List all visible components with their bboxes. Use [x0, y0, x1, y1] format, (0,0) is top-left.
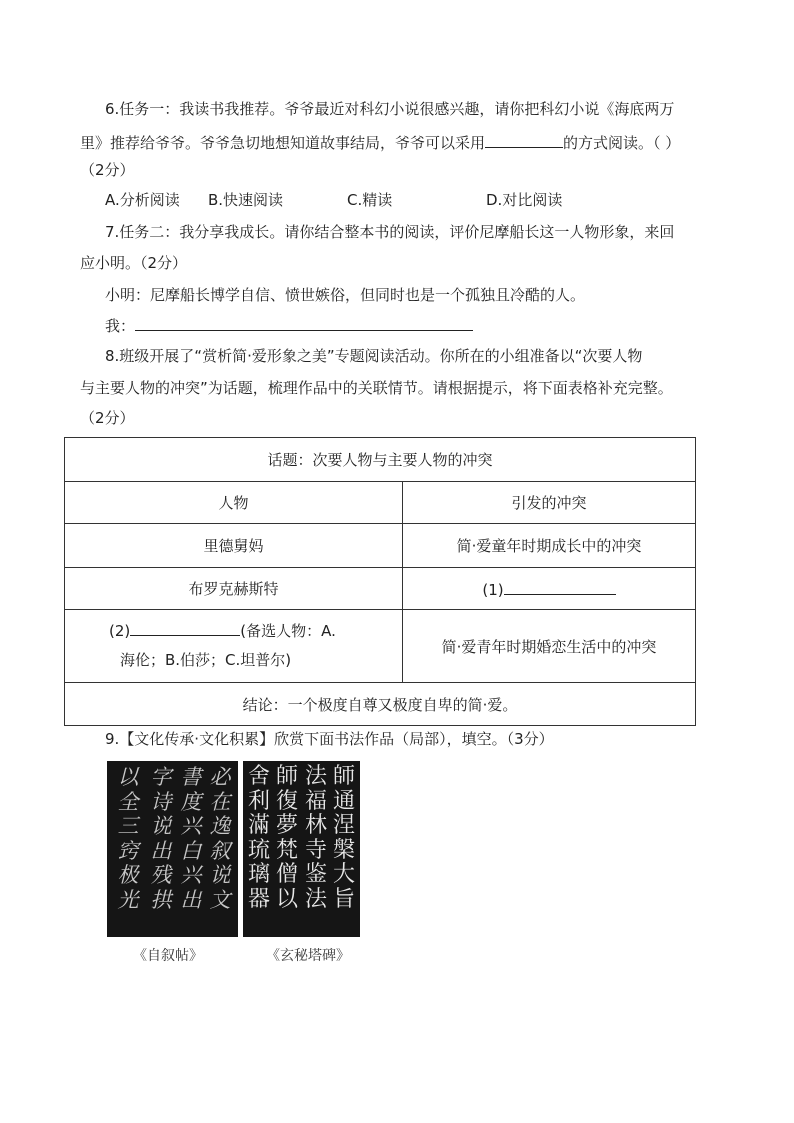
table-row3-hint-1: (备选人物：A.: [240, 622, 336, 640]
xuanmitabei-col-4: [247, 765, 271, 912]
calligraphy-char: 三: [117, 814, 139, 838]
calligraphy-char: 書: [180, 765, 202, 789]
q6-line1: 6.任务一：我读书我推荐。爷爷最近对科幻小说很感兴趣，请你把科幻小说《海底两万: [105, 100, 675, 118]
calligraphy-char: 通: [332, 788, 355, 814]
calligraphy-char: 诗: [150, 789, 172, 814]
q8-line2: 与主要人物的冲突”为话题，梳理作品中的关联情节。请根据提示，将下面表格补充完整。: [80, 379, 673, 397]
calligraphy-char: 拱: [150, 887, 172, 912]
q6-line2-pre: 里》推荐给爷爷。爷爷急切地想知道故事结局，爷爷可以采用: [80, 134, 486, 152]
q9-line1: 9.【文化传承·文化积累】欣赏下面书法作品（局部），填空。（3分）: [105, 730, 554, 748]
calligraphy-char: 白: [180, 838, 202, 863]
calligraphy-char: 夢: [275, 813, 298, 838]
table-header-person: 人物: [65, 482, 403, 524]
q7-me-line: [105, 314, 473, 336]
q7-line2: 应小明。（2分）: [80, 254, 188, 272]
table-row3-hint-2: 海伦；B.伯莎；C.坦普尔): [120, 651, 292, 669]
table-row3-person: [65, 610, 403, 683]
calligraphy-char: 兴: [180, 814, 202, 838]
calligraphy-char: 出: [180, 887, 202, 912]
q7-me-label: 我：: [105, 317, 136, 335]
q6-option-c[interactable]: C.精读: [347, 191, 393, 209]
calligraphy-char: 窍: [117, 838, 139, 863]
table-row1-conflict: 简·爱童年时期成长中的冲突: [403, 524, 696, 568]
calligraphy-char: 文: [209, 887, 231, 912]
table-row1-person: 里德舅妈: [65, 524, 403, 568]
q6-line2: [80, 131, 680, 153]
calligraphy-char: 利: [247, 788, 270, 814]
calligraphy-char: 兴: [180, 863, 202, 887]
calligraphy-char: 林: [304, 813, 327, 838]
calligraphy-char: 槃: [332, 837, 355, 863]
calligraphy-char: 大: [332, 862, 355, 887]
zixutie-col-2: [179, 765, 203, 912]
calligraphy-char: 叙: [209, 838, 231, 863]
q7-line1: 7.任务二：我分享我成长。请你结合整本书的阅读，评价尼摩船长这一人物形象，来回: [105, 223, 675, 241]
calligraphy-char: 僧: [275, 862, 298, 887]
calligraphy-char: 滿: [247, 813, 270, 838]
table-topic: 话题：次要人物与主要人物的冲突: [65, 438, 696, 482]
q8-blank-1[interactable]: [504, 578, 616, 595]
calligraphy-char: 以: [275, 886, 298, 912]
table-row2-conflict: [403, 568, 696, 610]
q6-option-b[interactable]: B.快速阅读: [208, 191, 284, 209]
zixutie-col-4: [116, 765, 140, 912]
calligraphy-char: 鉴: [304, 862, 327, 887]
calligraphy-char: 旨: [332, 886, 355, 912]
calligraphy-char: 说: [150, 814, 172, 838]
calligraphy-char: 光: [117, 887, 139, 912]
calligraphy-char: 说: [209, 863, 231, 887]
calligraphy-char: 璃: [247, 862, 270, 887]
calligraphy-char: 福: [304, 788, 327, 814]
table-conclusion: 结论：一个极度自尊又极度自卑的简·爱。: [65, 683, 696, 726]
xuanmitabei-col-2: [304, 765, 328, 912]
xuanmitabei-col-1: [332, 765, 356, 912]
q7-answer-blank[interactable]: [135, 314, 473, 331]
xuanmitabei-col-3: [275, 765, 299, 912]
calligraphy-xuanmitabei-image: [243, 761, 360, 937]
calligraphy-char: 寺: [304, 837, 327, 863]
q6-option-a[interactable]: A.分析阅读: [105, 191, 180, 209]
conflict-table: [64, 437, 696, 726]
calligraphy-char: 必: [209, 765, 231, 789]
calligraphy-char: 琉: [247, 837, 270, 863]
q8-score: （2分）: [80, 409, 135, 427]
q6-answer-blank[interactable]: [485, 131, 563, 148]
calligraphy-char: 在: [209, 789, 231, 814]
calligraphy-char: 師: [275, 764, 298, 789]
q6-option-d[interactable]: D.对比阅读: [486, 191, 563, 209]
calligraphy-char: 以: [117, 765, 139, 789]
calligraphy-char: 残: [150, 863, 172, 887]
calligraphy-zixutie-image: [107, 761, 238, 937]
calligraphy-char: 舍: [247, 764, 270, 789]
zixutie-col-3: [149, 765, 173, 912]
calligraphy-char: 復: [275, 788, 298, 814]
q8-blank-2[interactable]: [130, 619, 240, 636]
q7-xiaoming: 小明：尼摩船长博学自信、愤世嫉俗，但同时也是一个孤独且冷酷的人。: [105, 286, 586, 304]
calligraphy-char: 師: [332, 764, 355, 789]
q6-line2-post: 的方式阅读。（ ）: [563, 134, 681, 152]
table-row3-person-num: (2): [109, 622, 131, 640]
calligraphy-char: 法: [304, 764, 327, 789]
calligraphy-char: 极: [117, 863, 139, 887]
caption-xuanmitabei: 《玄秘塔碑》: [266, 948, 350, 964]
calligraphy-char: 法: [304, 886, 327, 912]
q6-score: （2分）: [80, 161, 135, 179]
caption-zixutie: 《自叙帖》: [133, 948, 203, 964]
table-row2-conflict-num: (1): [482, 581, 504, 599]
zixutie-col-1: [208, 765, 232, 912]
table-header-conflict: 引发的冲突: [403, 482, 696, 524]
q8-line1: 8.班级开展了“赏析简·爱形象之美”专题阅读活动。你所在的小组准备以“次要人物: [105, 347, 643, 365]
calligraphy-char: 全: [117, 789, 139, 814]
calligraphy-char: 逸: [209, 814, 231, 838]
calligraphy-char: 涅: [332, 813, 355, 838]
calligraphy-char: 器: [247, 886, 270, 912]
calligraphy-char: 梵: [275, 837, 298, 863]
calligraphy-char: 字: [150, 765, 172, 789]
calligraphy-char: 度: [180, 789, 202, 814]
table-row3-conflict: 简·爱青年时期婚恋生活中的冲突: [403, 610, 696, 683]
calligraphy-char: 出: [150, 838, 172, 863]
table-row2-person: 布罗克赫斯特: [65, 568, 403, 610]
